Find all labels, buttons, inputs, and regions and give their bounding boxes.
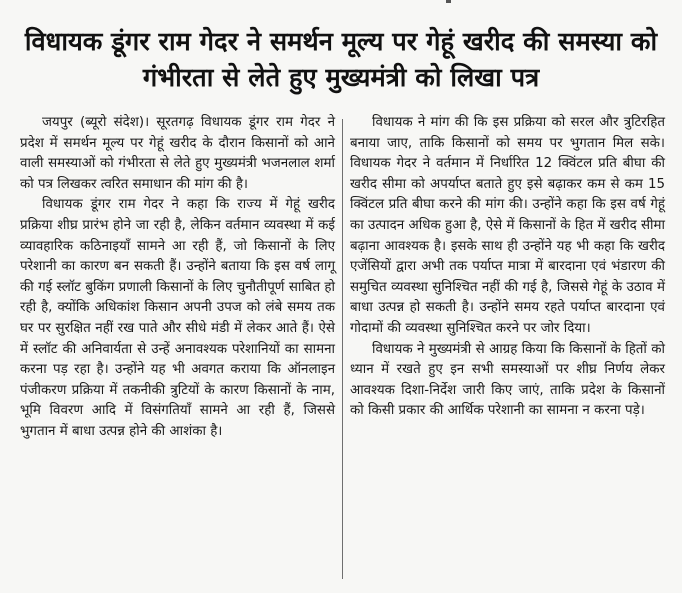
paragraph-demands: विधायक ने मांग की कि इस प्रक्रिया को सरल और त्रुटिरहित बनाया जाए, ताकि किसानों को समय पर भुगतान मिल सके। विधायक गेदर ने वर्तमान में निर्धारित 12 क्विंटल प्रति बीघा की खरीद सीमा को अपर्याप्त बताते हुए इसे बढ़ाकर कम से कम 15 क्विंटल प्रति बीघा करने की मांग की। उन्होंने कहा कि इस वर्ष गेहूं का उत्पादन अधिक हुआ है, ऐसे में किसानों के हित में खरीद सीमा बढ़ाना आवश्यक है। इसके साथ ही उन्होंने यह भी कहा कि खरीद एजेंसियों द्वारा अभी तक पर्याप्त मात्रा में बारदाना एवं भंडारण की समुचित व्यवस्था सुनिश्चित नहीं की गई है, जिससे गेहूं के उठाव में बाधा उत्पन्न हो सकती है। उन्होंने समय रहते पर्याप्त बारदाना एवं गोदामों की व्यवस्था सुनिश्चित करने पर जोर दिया।	[350, 115, 665, 336]
right-column	[350, 113, 665, 422]
article-body	[20, 113, 670, 583]
column-divider	[342, 119, 343, 579]
column-edge-mark	[446, 0, 451, 3]
left-column	[20, 113, 335, 443]
paragraph-details: विधायक डूंगर राम गेदर ने कहा कि राज्य में गेहूं खरीद प्रक्रिया शीघ्र प्रारंभ होने जा रही है, लेकिन वर्तमान व्यवस्था में कई व्यावहारिक कठिनाइयाँ सामने आ रही हैं, जो किसानों के लिए परेशानी का कारण बन सकती हैं। उन्होंने बताया कि इस वर्ष लागू की गई स्लॉट बुकिंग प्रणाली किसानों के लिए चुनौतीपूर्ण साबित हो रही है, क्योंकि अधिकांश किसान अपनी उपज को लंबे समय तक घर पर सुरक्षित नहीं रख पाते और सीधे मंडी में लेकर आते हैं। ऐसे में स्लॉट की अनिवार्यता से उन्हें अनावश्यक परेशानियों का सामना करना पड़ रहा है। उन्होंने यह भी अवगत कराया कि ऑनलाइन पंजीकरण प्रक्रिया में तकनीकी त्रुटियों के कारण किसानों के नाम, भूमि विवरण आदि में विसंगतियाँ सामने आ रही हैं, जिससे भुगतान में बाधा उत्पन्न होने की आशंका है।	[20, 197, 335, 439]
article-headline: विधायक डूंगर राम गेदर ने समर्थन मूल्य पर गेहूं खरीद की समस्या को गंभीरता से लेते हुए मुख्यमंत्री को लिखा पत्र	[24, 27, 658, 93]
paragraph-appeal: विधायक ने मुख्यमंत्री से आग्रह किया कि किसानों के हितों को ध्यान में रखते हुए इन सभी समस्याओं पर शीघ्र निर्णय लेकर आवश्यक दिशा-निर्देश जारी किए जाएं, ताकि प्रदेश के किसानों को किसी प्रकार की आर्थिक परेशानी का सामना न करना पड़े।	[350, 341, 665, 419]
paragraph-intro: जयपुर (ब्यूरो संदेश)। सूरतगढ़ विधायक डूंगर राम गेदर ने प्रदेश में समर्थन मूल्य पर गेहूं खरीद के दौरान किसानों को आने वाली समस्याओं को गंभीरता से लेते हुए मुख्यमंत्री भजनलाल शर्मा को पत्र लिखकर त्वरित समाधान की मांग की है।	[20, 115, 335, 192]
